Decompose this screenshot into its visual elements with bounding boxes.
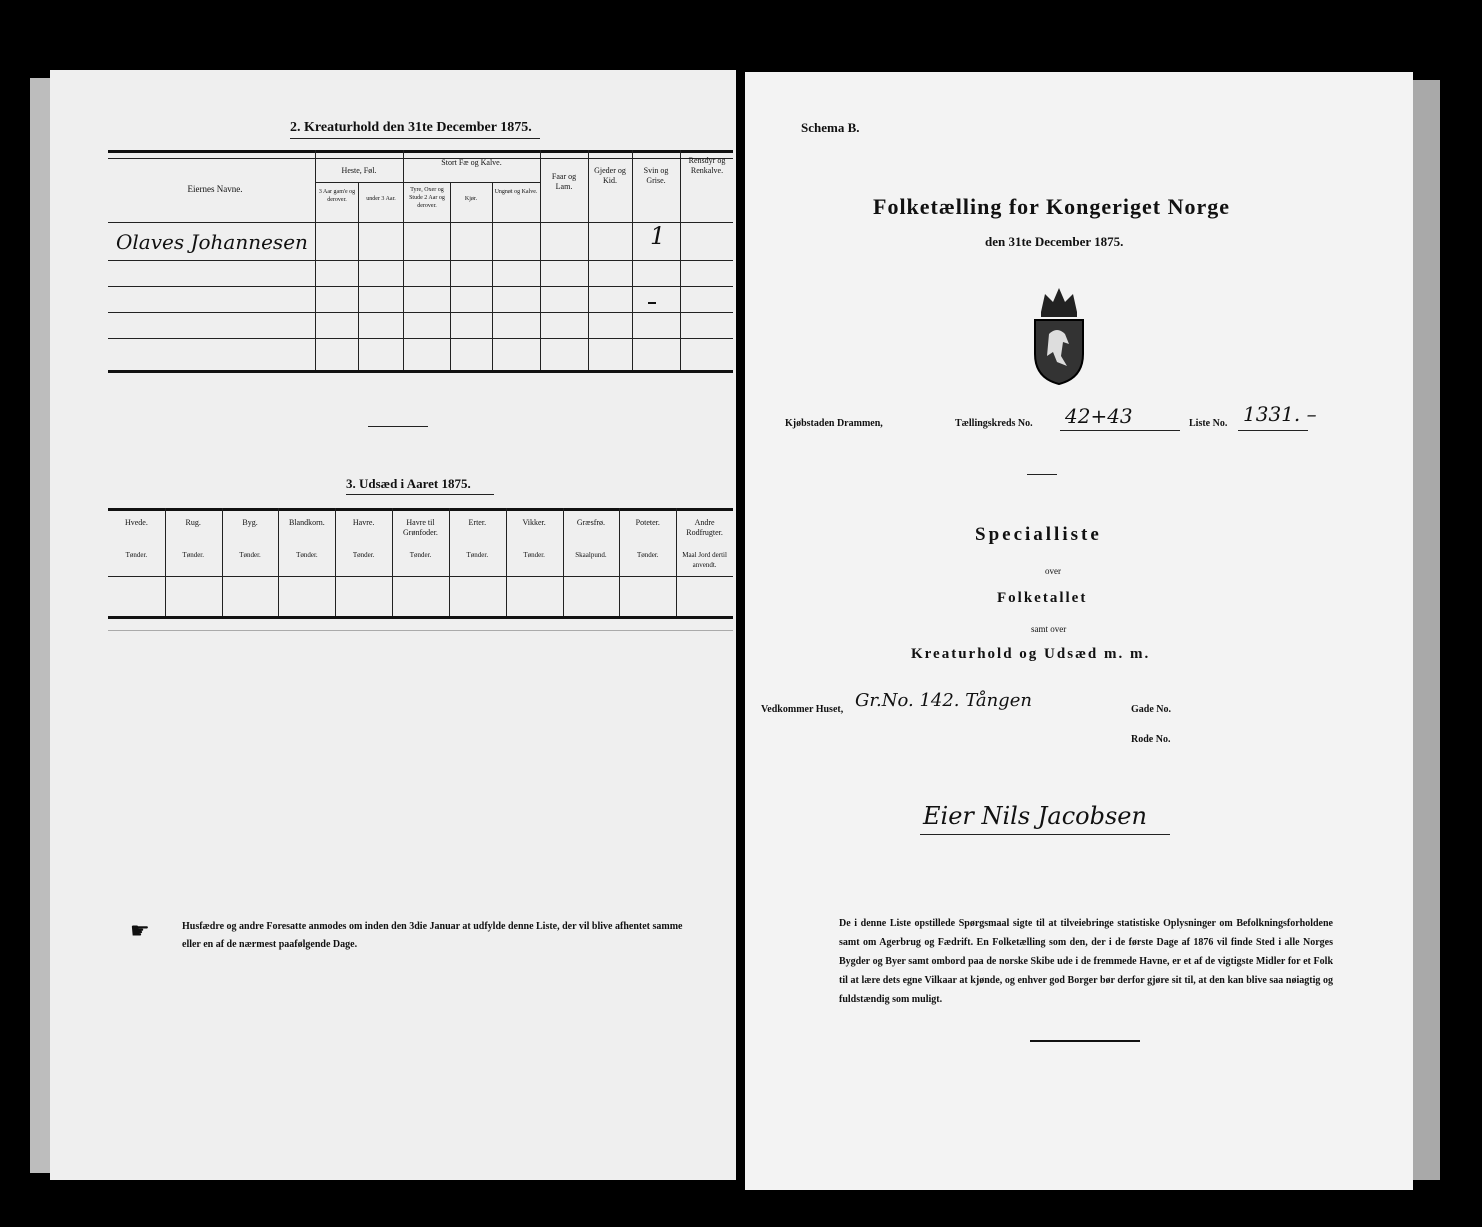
udsaed-col-unit: Tønder. [466, 551, 489, 559]
separator-rule [368, 426, 428, 427]
vedkommer-label: Vedkommer Huset, [761, 704, 844, 715]
col-stort-a-header: Tyre, Oxer og Stude 2 Aar og derover. [409, 187, 445, 209]
udsaed-col-unit: Tønder. [125, 551, 148, 559]
udsaed-col-name: Andre Rodfrugter. [686, 518, 723, 537]
udsaed-col-name: Græsfrø. [576, 518, 606, 527]
pointing-hand-icon: ☛ [130, 918, 150, 943]
col-svin-header: Svin og Grise. [643, 166, 669, 185]
col-heste-header: Heste, Føl. [341, 166, 377, 175]
section-3-title: 3. Udsæd i Aaret 1875. [346, 476, 471, 491]
udsaed-col-unit: Tønder. [296, 551, 318, 559]
schema-label: Schema B. [801, 120, 860, 135]
udsaed-col-unit: Tønder. [523, 551, 545, 559]
udsaed-col-name: Havre til Grønfoder. [403, 518, 438, 537]
udsaed-col-unit: Tønder. [409, 551, 432, 559]
kreatur-table-bottom [108, 370, 733, 373]
udsaed-col-unit: Tønder. [239, 551, 261, 559]
section-2-title: 2. Kreaturhold den 31te December 1875. [290, 120, 532, 135]
col-heste-a-header: 3 Aar gam'e og derover. [318, 189, 356, 203]
subtitle: den 31te December 1875. [985, 234, 1124, 249]
liste-value: 1331. – [1243, 402, 1317, 426]
col-owner-header: Eiernes Navne. [187, 184, 243, 194]
kreatur-table-top [108, 150, 733, 153]
col-heste-b-header: under 3 Aar. [366, 196, 396, 202]
col-stort-header: Stort Fæ og Kalve. [441, 158, 502, 167]
kjobstad-label: Kjøbstaden Drammen, [785, 418, 883, 429]
udsaed-col-name: Vikker. [522, 518, 546, 527]
col-rensdyr-header: Rensdyr og Renkalve. [688, 156, 726, 175]
title-rule [290, 138, 540, 139]
rode-label: Rode No. [1131, 734, 1171, 745]
udsaed-col-unit: Tønder. [352, 551, 375, 559]
kreds-label: Tællingskreds No. [955, 418, 1033, 429]
owner-signature: Eier Nils Jacobsen [923, 802, 1147, 830]
samt-over-text: samt over [1031, 624, 1067, 634]
specialliste-heading: Specialliste [975, 524, 1102, 545]
udsaed-col-unit: Maal Jord dertil anvendt. [682, 551, 727, 569]
udsaed-table-bottom [108, 616, 733, 619]
udsaed-col-name: Blandkorn. [288, 518, 325, 527]
main-title: Folketælling for Kongeriget Norge [873, 194, 1231, 219]
udsaed-col-name: Rug. [185, 518, 201, 527]
udsaed-col-name: Erter. [468, 518, 487, 527]
row1-svin-value: 1 [650, 222, 666, 250]
udsaed-col-unit: Skaalpund. [575, 551, 607, 559]
vedkommer-value: Gr.No. 142. Tången [855, 690, 1032, 711]
row1-owner-name: Olaves Johannesen [116, 230, 308, 254]
footnote-text: Husfædre og andre Foresatte anmodes om inden den 3die Januar at udfylde denne Liste, der vil blive afhentet samme eller en af de nærmest paafølgende Dage. [182, 921, 683, 950]
page-stack-edge-right [1410, 80, 1440, 1180]
udsaed-col-name: Poteter. [635, 518, 660, 527]
udsaed-col-name: Hvede. [124, 518, 148, 527]
right-page [745, 72, 1413, 1190]
udsaed-col-name: Havre. [352, 518, 375, 527]
col-gjeder-header: Gjeder og Kid. [594, 166, 626, 185]
liste-label: Liste No. [1189, 418, 1228, 429]
kreds-value: 42+43 [1065, 404, 1133, 428]
gade-label: Gade No. [1131, 704, 1171, 715]
folketallet-heading: Folketallet [997, 590, 1088, 606]
udsaed-col-unit: Tønder. [636, 551, 659, 559]
left-page [50, 70, 736, 1180]
udsaed-col-name: Byg. [242, 518, 258, 527]
col-faar-header: Faar og Lam. [551, 172, 577, 191]
udsaed-table-top [108, 508, 733, 511]
udsaed-col-unit: Tønder. [182, 551, 204, 559]
kreaturhold-heading: Kreaturhold og Udsæd m. m. [911, 646, 1151, 662]
col-stort-b-header: Kjør. [464, 196, 478, 202]
norway-coat-of-arms-icon [1027, 282, 1091, 386]
col-stort-c-header: Ungnøt og Kalve. [494, 189, 538, 195]
info-paragraph: De i denne Liste opstillede Spørgsmaal sigte til at tilveiebringe statistiske Oplysninger om Befolkningsforholdene samt om Agerbrug og Fædrift. En Folketælling som den, der i de første Dage af 1876 vil finde Sted i alle Norges Bygder og Byer samt ombord paa de norske Skibe ude i de fremmede Havne, er et af de vigtigste Midler for et Folk til at lære dets egne Vilkaar at kjønde, og enhver god Borger bør derfor gjøre sit til, at den kan blive saa nøiagtig og fuldstændig som muligt. [839, 918, 1333, 1005]
over-text-1: over [1045, 566, 1061, 576]
